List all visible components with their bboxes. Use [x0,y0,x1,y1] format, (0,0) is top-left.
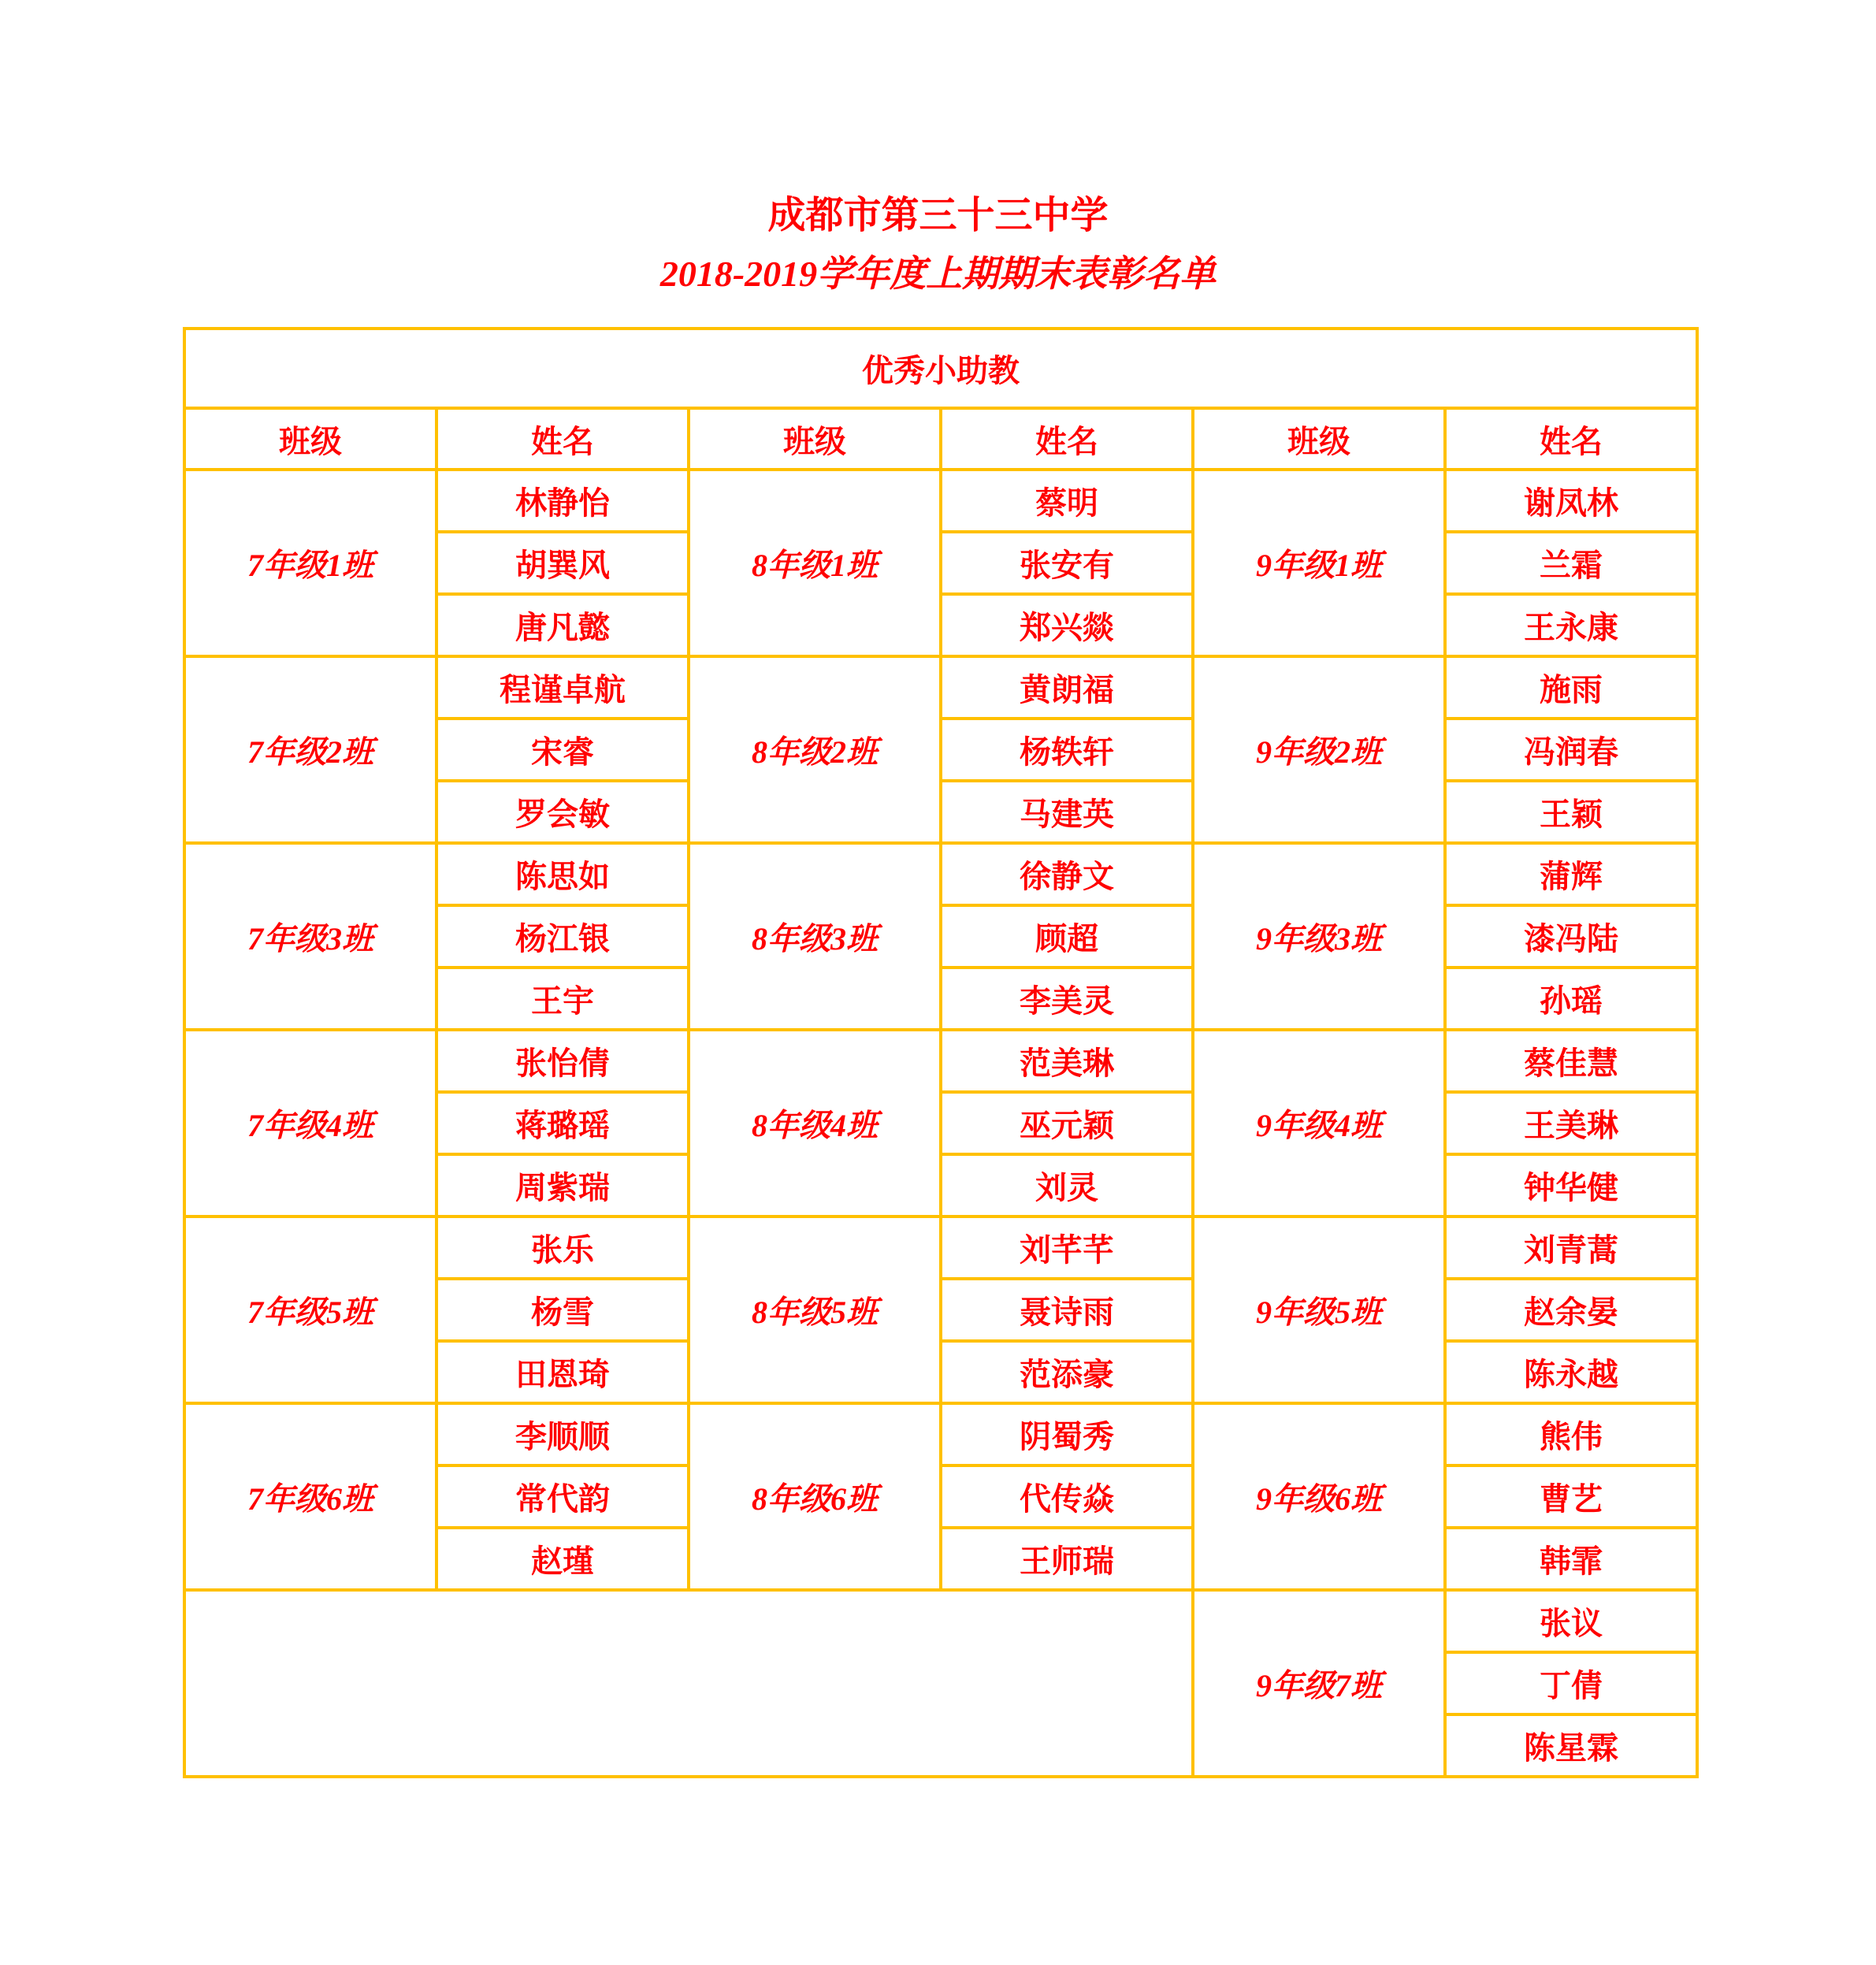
name-cell: 曹艺 [1445,1465,1697,1528]
name-cell: 范美琳 [941,1030,1193,1092]
name-cell: 胡巽风 [436,532,689,594]
name-cell: 蔡佳慧 [1445,1030,1697,1092]
column-header-cell: 班级 [689,408,941,470]
award-title-cell: 优秀小助教 [184,329,1697,408]
class-cell: 9年级2班 [1193,656,1445,843]
name-cell: 阴蜀秀 [941,1403,1193,1465]
name-cell: 宋睿 [436,719,689,781]
name-cell: 郑兴燚 [941,594,1193,656]
name-cell: 陈永越 [1445,1341,1697,1403]
name-cell: 陈思如 [436,843,689,905]
name-cell: 程谨卓航 [436,656,689,719]
name-cell: 丁倩 [1445,1652,1697,1714]
name-cell: 张议 [1445,1590,1697,1652]
award-table-body [184,329,1697,1777]
name-cell: 刘芊芊 [941,1217,1193,1279]
name-cell: 顾超 [941,905,1193,968]
name-cell: 周紫瑞 [436,1154,689,1217]
name-cell: 林静怡 [436,470,689,532]
name-cell: 张安有 [941,532,1193,594]
class-cell: 9年级1班 [1193,470,1445,656]
name-cell: 刘青蒿 [1445,1217,1697,1279]
class-cell: 7年级3班 [184,843,436,1030]
name-cell: 孙瑶 [1445,968,1697,1030]
column-header-cell: 班级 [1193,408,1445,470]
name-cell: 杨雪 [436,1279,689,1341]
name-cell: 杨江银 [436,905,689,968]
empty-region [184,1590,1193,1777]
name-cell: 杨轶轩 [941,719,1193,781]
class-cell: 9年级5班 [1193,1217,1445,1403]
name-cell: 张乐 [436,1217,689,1279]
name-cell: 熊伟 [1445,1403,1697,1465]
name-cell: 谢凤林 [1445,470,1697,532]
name-cell: 王颖 [1445,781,1697,843]
name-cell: 蒲辉 [1445,843,1697,905]
column-header-cell: 姓名 [941,408,1193,470]
name-cell: 李顺顺 [436,1403,689,1465]
name-cell: 韩霏 [1445,1528,1697,1590]
class-cell: 8年级6班 [689,1403,941,1590]
name-cell: 田恩琦 [436,1341,689,1403]
class-cell: 8年级1班 [689,470,941,656]
column-header-cell: 班级 [184,408,436,470]
name-cell: 施雨 [1445,656,1697,719]
name-cell: 李美灵 [941,968,1193,1030]
class-cell: 9年级6班 [1193,1403,1445,1590]
name-cell: 蒋璐瑶 [436,1092,689,1154]
name-cell: 赵瑾 [436,1528,689,1590]
name-cell: 冯润春 [1445,719,1697,781]
class-cell: 9年级7班 [1193,1590,1445,1777]
name-cell: 王美琳 [1445,1092,1697,1154]
class-cell: 8年级5班 [689,1217,941,1403]
award-table [183,327,1699,1778]
page-title: 成都市第三十三中学 [767,195,1109,236]
name-cell: 巫元颖 [941,1092,1193,1154]
class-cell: 9年级3班 [1193,843,1445,1030]
column-header-cell: 姓名 [436,408,689,470]
name-cell: 张怡倩 [436,1030,689,1092]
class-cell: 7年级2班 [184,656,436,843]
class-cell: 7年级5班 [184,1217,436,1403]
name-cell: 漆冯陆 [1445,905,1697,968]
name-cell: 范添豪 [941,1341,1193,1403]
class-cell: 8年级3班 [689,843,941,1030]
name-cell: 赵余晏 [1445,1279,1697,1341]
name-cell: 钟华健 [1445,1154,1697,1217]
name-cell: 罗会敏 [436,781,689,843]
name-cell: 常代韵 [436,1465,689,1528]
name-cell: 代传焱 [941,1465,1193,1528]
class-cell: 7年级6班 [184,1403,436,1590]
name-cell: 唐凡懿 [436,594,689,656]
class-cell: 7年级1班 [184,470,436,656]
name-cell: 王永康 [1445,594,1697,656]
name-cell: 黄朗福 [941,656,1193,719]
name-cell: 聂诗雨 [941,1279,1193,1341]
name-cell: 陈星霖 [1445,1714,1697,1777]
name-cell: 徐静文 [941,843,1193,905]
class-cell: 8年级4班 [689,1030,941,1217]
name-cell: 刘灵 [941,1154,1193,1217]
class-cell: 7年级4班 [184,1030,436,1217]
class-cell: 8年级2班 [689,656,941,843]
name-cell: 兰霜 [1445,532,1697,594]
column-header-cell: 姓名 [1445,408,1697,470]
name-cell: 蔡明 [941,470,1193,532]
name-cell: 王宇 [436,968,689,1030]
class-cell: 9年级4班 [1193,1030,1445,1217]
name-cell: 王师瑞 [941,1528,1193,1590]
page-subtitle: 2018-2019学年度上期期末表彰名单 [659,253,1217,294]
name-cell: 马建英 [941,781,1193,843]
